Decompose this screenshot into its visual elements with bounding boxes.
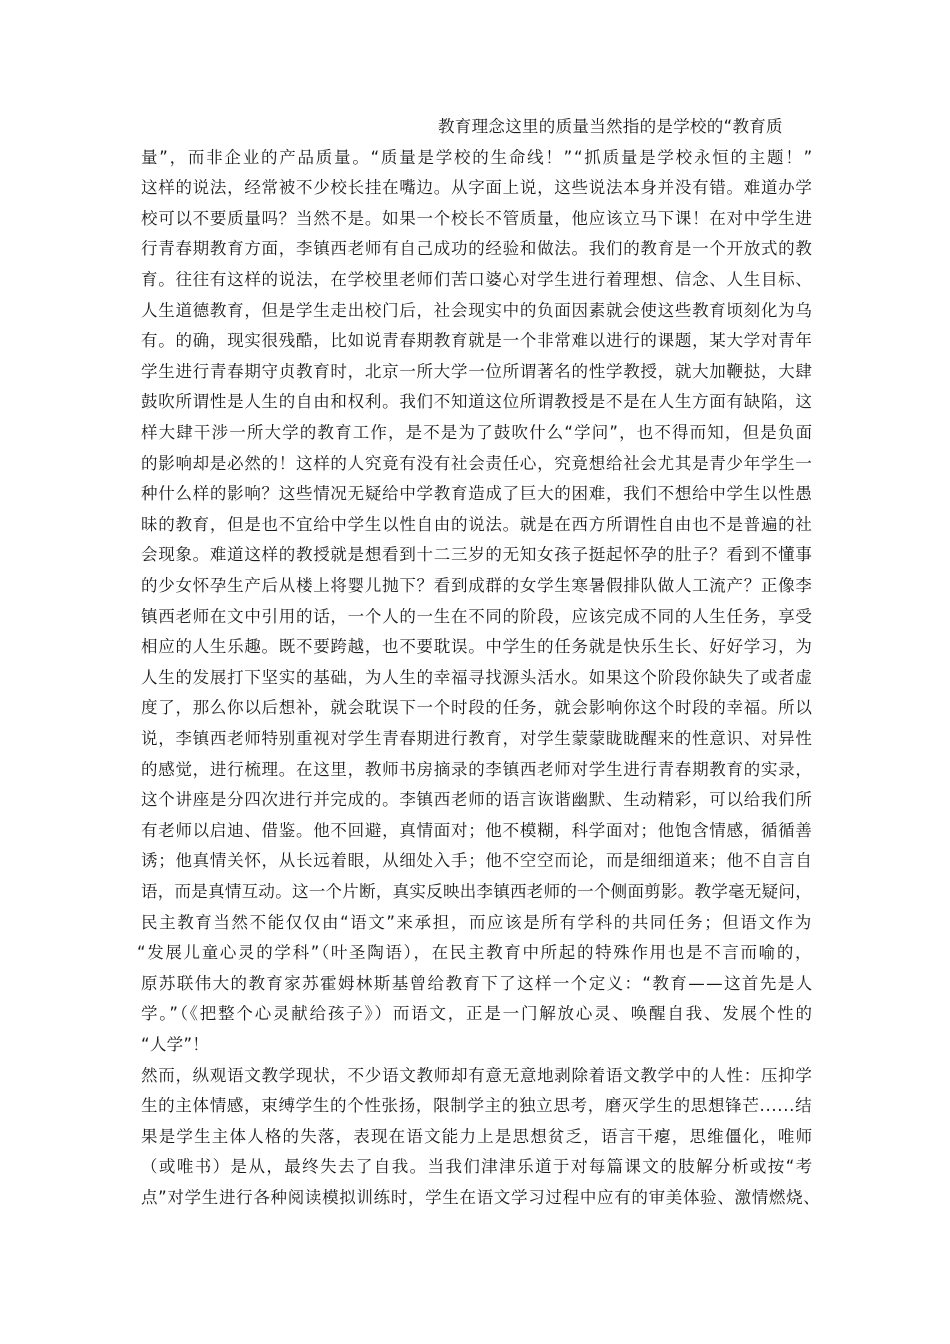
text-line: 点”对学生进行各种阅读模拟训练时，学生在语文学习过程中应有的审美体验、激情燃烧、	[141, 1188, 821, 1207]
text-line: 诱；他真情关怀，从长远着眼，从细处入手；他不空空而论，而是细细道来；他不自言自	[141, 851, 813, 870]
text-line: 说，李镇西老师特别重视对学生青春期进行教育，对学生蒙蒙眬眬醒来的性意识、对异性	[141, 729, 813, 748]
text-line: 的感觉，进行梳理。在这里，教师书房摘录的李镇西老师对学生进行青春期教育的实录，	[141, 760, 813, 779]
text-line: 生的主体情感，束缚学生的个性张扬，限制学主的独立思考，磨灭学生的思想锋芒......结	[141, 1096, 813, 1115]
text-line: 学。”（《把整个心灵献给孩子》）而语文，正是一门解放心灵、唤醒自我、发展个性的	[141, 1004, 814, 1023]
text-line: 镇西老师在文中引用的话，一个人的一生在不同的阶段，应该完成不同的人生任务，享受	[141, 607, 813, 626]
text-line: 然而，纵观语文教学现状，不少语文教师却有意无意地剥除着语文教学中的人性：压抑学	[141, 1066, 813, 1085]
opening-line: 教育理念这里的质量当然指的是学校的“教育质	[438, 117, 783, 136]
text-line: 种什么样的影响？这些情况无疑给中学教育造成了巨大的困难，我们不想给中学生以性愚	[141, 484, 813, 503]
text-line: 育。往往有这样的说法，在学校里老师们苦口婆心对学生进行着理想、信念、人生目标、	[141, 270, 813, 289]
text-line: 样大肆干涉一所大学的教育工作，是不是为了鼓吹什么“学问”，也不得而知，但是负面	[141, 423, 814, 442]
text-line: 这个讲座是分四次进行并完成的。李镇西老师的语言诙谐幽默、生动精彩，可以给我们所	[141, 790, 813, 809]
text-line: 人生道德教育，但是学生走出校门后，社会现实中的负面因素就会使这些教育顷刻化为乌	[141, 301, 813, 320]
text-line: 的少女怀孕生产后从楼上将婴儿抛下？看到成群的女学生寒暑假排队做人工流产？正像李	[141, 576, 813, 595]
text-line: “发展儿童心灵的学科”（叶圣陶语），在民主教育中所起的特殊作用也是不言而喻的，	[137, 943, 814, 962]
text-line: 学生进行青春期守贞教育时，北京一所大学一位所谓著名的性学教授，就大加鞭挞，大肆	[141, 362, 813, 381]
text-line: 鼓吹所谓性是人生的自由和权利。我们不知道这位所谓教授是不是在人生方面有缺陷，这	[141, 392, 813, 411]
text-line: “人学”！	[141, 1035, 210, 1054]
text-line: 语，而是真情互动。这一个片断，真实反映出李镇西老师的一个侧面剪影。教学毫无疑问，	[141, 882, 812, 901]
text-line: 人生的发展打下坚实的基础，为人生的幸福寻找源头活水。如果这个阶段你缺失了或者虚	[141, 668, 813, 687]
text-line: 果是学生主体人格的失落，表现在语文能力上是思想贫乏，语言干瘪，思维僵化，唯师	[141, 1127, 814, 1146]
text-line: 有。的确，现实很残酷，比如说青春期教育就是一个非常难以进行的课题，某大学对青年	[141, 331, 813, 350]
text-line: 的影响却是必然的！这样的人究竟有没有社会责任心，究竟想给社会尤其是青少年学生一	[141, 454, 813, 473]
text-line: 这样的说法，经常被不少校长挂在嘴边。从字面上说，这些说法本身并没有错。难道办学	[141, 178, 813, 197]
text-line: 相应的人生乐趣。既不要跨越，也不要耽误。中学生的任务就是快乐生长、好好学习，为	[141, 637, 813, 656]
text-line: 量”，而非企业的产品质量。“质量是学校的生命线！”“抓质量是学校永恒的主题！”	[141, 148, 814, 167]
text-line: 有老师以启迪、借鉴。他不回避，真情面对；他不模糊，科学面对；他饱含情感，循循善	[141, 821, 813, 840]
text-line: 昧的教育，但是也不宜给中学生以性自由的说法。就是在西方所谓性自由也不是普遍的社	[141, 515, 813, 534]
text-line: 校可以不要质量吗？当然不是。如果一个校长不管质量，他应该立马下课！在对中学生进	[141, 209, 813, 228]
text-line: 民主教育当然不能仅仅由“语文”来承担，而应该是所有学科的共同任务；但语文作为	[141, 913, 813, 932]
text-line: （或唯书）是从，最终失去了自我。当我们津津乐道于对每篇课文的肢解分析或按“考	[141, 1157, 814, 1176]
text-line: 行青春期教育方面，李镇西老师有自己成功的经验和做法。我们的教育是一个开放式的教	[141, 239, 813, 258]
text-line: 度了，那么你以后想补，就会耽误下一个时段的任务，就会影响你这个时段的幸福。所以	[141, 698, 813, 717]
text-line: 会现象。难道这样的教授就是想看到十二三岁的无知女孩子挺起怀孕的肚子？看到不懂事	[141, 545, 813, 564]
text-line: 原苏联伟大的教育家苏霍姆林斯基曾给教育下了这样一个定义：“教育——这首先是人	[141, 974, 814, 993]
